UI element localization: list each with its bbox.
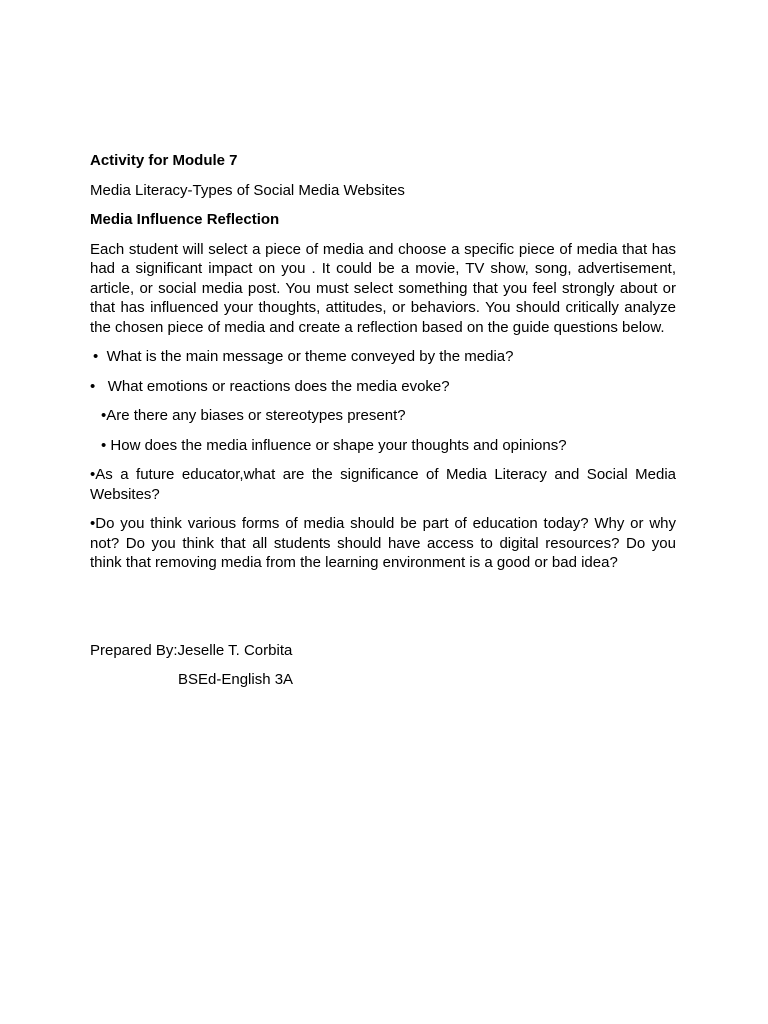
section-heading: Media Influence Reflection [90,211,280,228]
intro-paragraph: Each student will select a piece of media and choose a specific piece of media that has had a significant impact on you . It could be a movie, TV show, song, advertisement, article, or social media post. You must select something that you feel strongly about or that has influenced your thoughts, attitudes, or behaviors. You should critically analyze the chosen piece of media and create a reflection based on the guide questions below. [90,240,676,336]
spacer [90,583,676,641]
prepared-by: Prepared By:Jeselle T. Corbita [90,641,293,659]
guide-question-6: •Do you think various forms of media should be part of education today? Why or why not? Do you think that all students should have access to digital resources? Do you think that removing media from the learning environment is a good or bad idea? [90,515,676,571]
document-page [90,151,676,700]
guide-question-4: • How does the media influence or shape your thoughts and opinions? [101,436,567,454]
activity-heading: Activity for Module 7 [90,152,238,169]
guide-question-2: • What emotions or reactions does the media evoke? [90,377,450,395]
guide-question-1: • What is the main message or theme conveyed by the media? [93,348,514,365]
course-section: BSEd-English 3A [178,671,294,688]
guide-question-5: •As a future educator,what are the significance of Media Literacy and Social Media Websites? [90,466,676,503]
document-subtitle: Media Literacy-Types of Social Media Websites [90,181,405,199]
guide-question-3: •Are there any biases or stereotypes present? [101,407,406,424]
